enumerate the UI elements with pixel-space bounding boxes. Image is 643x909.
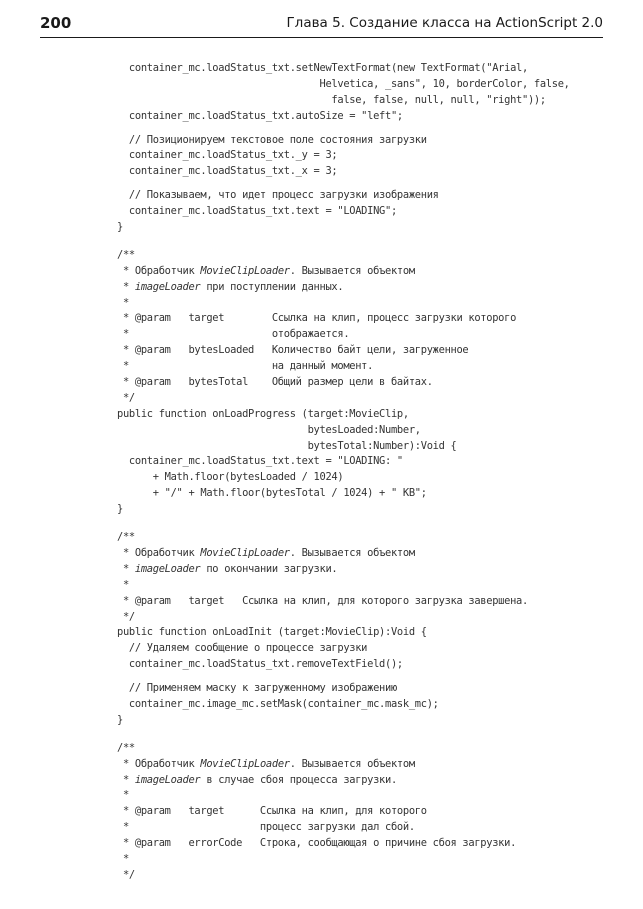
code-italic-identifier: imageLoader <box>134 280 201 293</box>
code-line <box>117 359 597 375</box>
code-line <box>117 610 597 626</box>
code-line <box>117 327 597 343</box>
code-listing <box>117 61 597 884</box>
code-line <box>117 641 597 657</box>
code-text: * @param target Ссылка на клип, для которого <box>117 805 427 818</box>
code-line <box>117 470 597 486</box>
code-text: при поступлении данных. <box>200 280 344 293</box>
code-text: * Обработчик <box>117 546 201 559</box>
code-text: bytesTotal:Number):Void { <box>117 439 457 452</box>
code-text: container_mc.loadStatus_txt.text = "LOADING: " <box>117 455 403 468</box>
code-text: public function onLoadProgress (target:MovieClip, <box>117 407 409 420</box>
code-blank-line <box>117 180 597 188</box>
code-text: . Вызывается объектом <box>289 264 415 277</box>
code-text: container_mc.loadStatus_txt.setNewTextFormat(new TextFormat("Arial, <box>117 62 528 74</box>
code-line <box>117 562 597 578</box>
code-blank-line <box>117 518 597 530</box>
code-line <box>117 148 597 164</box>
code-line <box>117 486 597 502</box>
code-text: // Позиционируем текстовое поле состояния загрузки <box>117 133 427 146</box>
code-text: в случае сбоя процесса загрузки. <box>200 773 397 786</box>
code-text: * <box>117 773 135 786</box>
code-line <box>117 868 597 884</box>
code-text: * @param errorCode Строка, сообщающая о причине сбоя загрузки. <box>117 837 517 850</box>
code-text: * <box>117 296 129 309</box>
code-line <box>117 280 597 296</box>
code-line <box>117 657 597 673</box>
code-blank-line <box>117 729 597 741</box>
code-text: + Math.floor(bytesLoaded / 1024) <box>117 471 344 484</box>
code-line <box>117 264 597 280</box>
code-text: * Обработчик <box>117 264 201 277</box>
code-text: * @param target Ссылка на клип, для которого загрузка завершена. <box>117 594 528 607</box>
code-line <box>117 391 597 407</box>
code-line <box>117 188 597 204</box>
code-line <box>117 77 597 93</box>
code-text: * Обработчик <box>117 757 201 770</box>
code-text: * <box>117 789 129 802</box>
code-line <box>117 804 597 820</box>
code-text: * <box>117 852 129 865</box>
code-line <box>117 296 597 312</box>
page-number: 200 <box>40 14 72 32</box>
code-text: * <box>117 578 129 591</box>
code-line <box>117 423 597 439</box>
code-line <box>117 407 597 423</box>
code-text: container_mc.loadStatus_txt.text = "LOADING"; <box>117 205 397 218</box>
code-text: } <box>117 503 123 516</box>
code-text: } <box>117 221 123 234</box>
code-line <box>117 93 597 109</box>
code-text: Helvetica, _sans", 10, borderColor, false, <box>117 77 570 90</box>
code-line <box>117 343 597 359</box>
code-text: */ <box>117 610 135 623</box>
code-text: public function onLoadInit (target:MovieClip):Void { <box>117 626 427 639</box>
code-text: * процесс загрузки дал сбой. <box>117 821 415 834</box>
code-text: * <box>117 280 135 293</box>
code-line <box>117 757 597 773</box>
code-line <box>117 109 597 125</box>
code-line <box>117 820 597 836</box>
code-text: */ <box>117 391 135 404</box>
code-text: // Показываем, что идет процесс загрузки изображения <box>117 189 439 202</box>
code-italic-identifier: MovieClipLoader <box>200 264 290 277</box>
code-line <box>117 773 597 789</box>
code-text: container_mc.loadStatus_txt.autoSize = "left"; <box>117 109 403 122</box>
code-line <box>117 836 597 852</box>
code-text: } <box>117 713 123 726</box>
code-text: по окончании загрузки. <box>200 562 338 575</box>
code-line <box>117 741 597 757</box>
code-italic-identifier: imageLoader <box>134 773 201 786</box>
code-line <box>117 454 597 470</box>
code-line <box>117 625 597 641</box>
code-text: // Удаляем сообщение о процессе загрузки <box>117 642 368 655</box>
code-text: container_mc.loadStatus_txt._x = 3; <box>117 165 338 178</box>
code-line <box>117 61 597 77</box>
code-line <box>117 248 597 264</box>
code-line <box>117 852 597 868</box>
code-line <box>117 713 597 729</box>
code-blank-line <box>117 125 597 133</box>
code-text: * @param bytesTotal Общий размер цели в байтах. <box>117 376 433 389</box>
code-text: * отображается. <box>117 328 350 341</box>
code-text: container_mc.image_mc.setMask(container_mc.mask_mc); <box>117 697 439 710</box>
code-text: container_mc.loadStatus_txt.removeTextField(); <box>117 658 403 671</box>
code-line <box>117 220 597 236</box>
code-text: /** <box>117 741 135 754</box>
code-italic-identifier: MovieClipLoader <box>200 757 290 770</box>
code-line <box>117 164 597 180</box>
code-line <box>117 594 597 610</box>
code-line <box>117 681 597 697</box>
code-line <box>117 133 597 149</box>
code-line <box>117 311 597 327</box>
code-text: false, false, null, null, "right")); <box>117 93 546 106</box>
code-line <box>117 788 597 804</box>
code-text: // Применяем маску к загруженному изображению <box>117 682 397 695</box>
code-text: /** <box>117 531 135 544</box>
code-blank-line <box>117 673 597 681</box>
header-rule <box>40 37 603 38</box>
code-line <box>117 578 597 594</box>
code-blank-line <box>117 236 597 248</box>
code-line <box>117 530 597 546</box>
code-text: /** <box>117 248 135 261</box>
code-italic-identifier: imageLoader <box>134 562 201 575</box>
chapter-title: Глава 5. Создание класса на ActionScript 2.0 <box>286 15 603 31</box>
code-line <box>117 502 597 518</box>
code-text: * <box>117 562 135 575</box>
code-line <box>117 204 597 220</box>
code-text: . Вызывается объектом <box>289 757 415 770</box>
code-text: * @param bytesLoaded Количество байт цели, загруженное <box>117 344 469 357</box>
code-text: + "/" + Math.floor(bytesTotal / 1024) + " KB"; <box>117 487 427 500</box>
code-italic-identifier: MovieClipLoader <box>200 546 290 559</box>
code-text: */ <box>117 868 135 881</box>
code-line <box>117 375 597 391</box>
code-text: bytesLoaded:Number, <box>117 423 421 436</box>
code-text: * на данный момент. <box>117 360 374 373</box>
code-line <box>117 697 597 713</box>
code-line <box>117 546 597 562</box>
code-text: container_mc.loadStatus_txt._y = 3; <box>117 149 338 162</box>
code-text: * @param target Ссылка на клип, процесс загрузки которого <box>117 312 517 325</box>
code-line <box>117 439 597 455</box>
code-text: . Вызывается объектом <box>289 546 415 559</box>
